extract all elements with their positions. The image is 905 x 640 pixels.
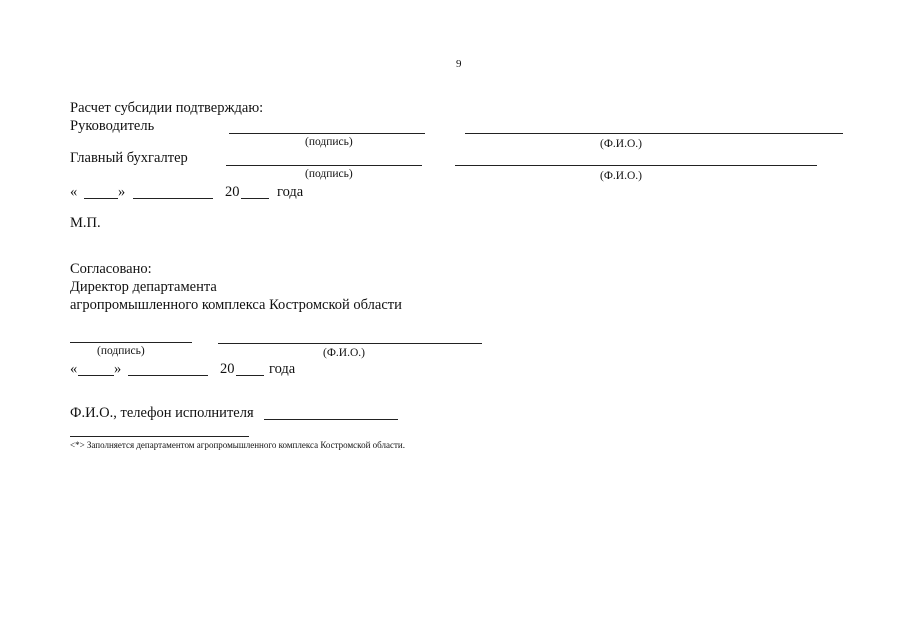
approval-year-prefix: 20 [220,361,235,377]
footnote-text: <*> Заполняется департаментом агропромышленного комплекса Костромской области. [70,440,405,450]
approval-date-open-quote: « [70,361,78,377]
confirmation-heading: Расчет субсидии подтверждаю: [70,100,264,116]
director-signature-line[interactable] [70,342,192,343]
confirmation-month-field[interactable] [133,198,213,199]
accountant-name-caption: (Ф.И.О.) [600,170,642,182]
page-number: 9 [456,58,462,70]
head-name-line[interactable] [465,133,843,134]
executor-label: Ф.И.О., телефон исполнителя [70,405,254,421]
confirmation-year-field[interactable] [241,198,269,199]
confirmation-date-close-quote: » [118,184,126,200]
head-name-caption: (Ф.И.О.) [600,138,642,150]
accountant-label: Главный бухгалтер [70,150,188,166]
approval-date-close-quote: » [114,361,122,377]
approval-year-word: года [269,361,296,377]
confirmation-year-prefix: 20 [225,184,240,200]
head-label: Руководитель [70,118,155,134]
director-name-line[interactable] [218,343,482,344]
footnote-separator [70,436,249,437]
confirmation-year-word: года [277,184,304,200]
confirmation-date-open-quote: « [70,184,78,200]
approval-title-line2: агропромышленного комплекса Костромской области [70,297,402,313]
confirmation-day-field[interactable] [84,198,118,199]
approval-year-field[interactable] [236,375,264,376]
approval-day-field[interactable] [78,375,114,376]
director-name-caption: (Ф.И.О.) [323,347,365,359]
director-signature-caption: (подпись) [97,345,145,357]
accountant-signature-line[interactable] [226,165,422,166]
accountant-name-line[interactable] [455,165,817,166]
accountant-signature-caption: (подпись) [305,168,353,180]
approval-title-line1: Директор департамента [70,279,217,295]
approval-month-field[interactable] [128,375,208,376]
stamp-mark: М.П. [70,215,101,231]
head-signature-line[interactable] [229,133,425,134]
executor-field[interactable] [264,419,398,420]
head-signature-caption: (подпись) [305,136,353,148]
approval-heading: Согласовано: [70,261,152,277]
